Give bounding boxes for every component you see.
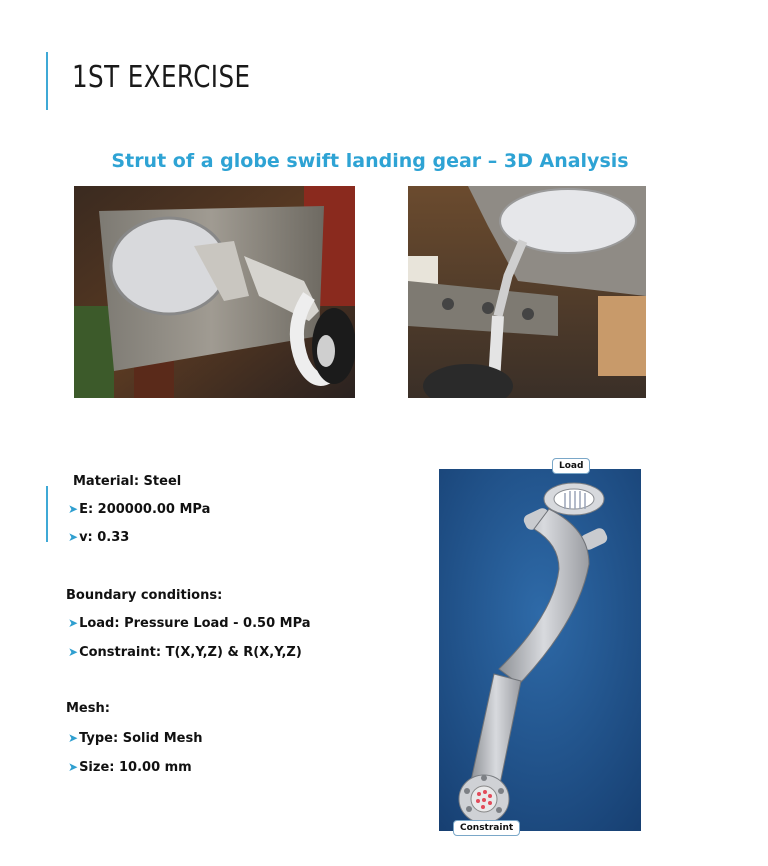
constraint-callout: Constraint (453, 820, 520, 836)
arrow-bullet-icon: ➤ (68, 502, 79, 516)
arrow-bullet-icon: ➤ (68, 616, 79, 630)
mesh-type-text: Type: Solid Mesh (79, 731, 203, 746)
arrow-bullet-icon: ➤ (68, 760, 79, 774)
constraint-text: Constraint: T(X,Y,Z) & R(X,Y,Z) (79, 645, 302, 660)
arrow-bullet-icon: ➤ (68, 645, 79, 659)
load-text: Load: Pressure Load - 0.50 MPa (79, 616, 311, 631)
landing-gear-photo-right (408, 186, 646, 398)
mesh-size-item (68, 760, 192, 775)
boundary-heading: Boundary conditions: (66, 588, 223, 603)
mesh-size-text: Size: 10.00 mm (79, 760, 192, 775)
load-item (68, 616, 311, 631)
load-callout: Load (552, 458, 590, 474)
constraint-item (68, 645, 302, 660)
material-text: Material: Steel (73, 474, 182, 489)
body-accent-bar (46, 486, 48, 542)
title-accent-bar (46, 52, 48, 110)
modulus-text: E: 200000.00 MPa (79, 502, 211, 517)
arrow-bullet-icon: ➤ (68, 530, 79, 544)
mesh-heading: Mesh: (66, 701, 110, 716)
modulus-item (68, 502, 210, 517)
arrow-bullet-icon: ➤ (68, 731, 79, 745)
poisson-item (68, 530, 129, 545)
poisson-text: v: 0.33 (79, 530, 130, 545)
mesh-type-item (68, 731, 203, 746)
slide-title: 1ST EXERCISE (72, 60, 251, 95)
landing-gear-photo-left (74, 186, 355, 398)
slide-subtitle: Strut of a globe swift landing gear – 3D Analysis (111, 150, 629, 172)
cad-model-view (439, 461, 641, 833)
